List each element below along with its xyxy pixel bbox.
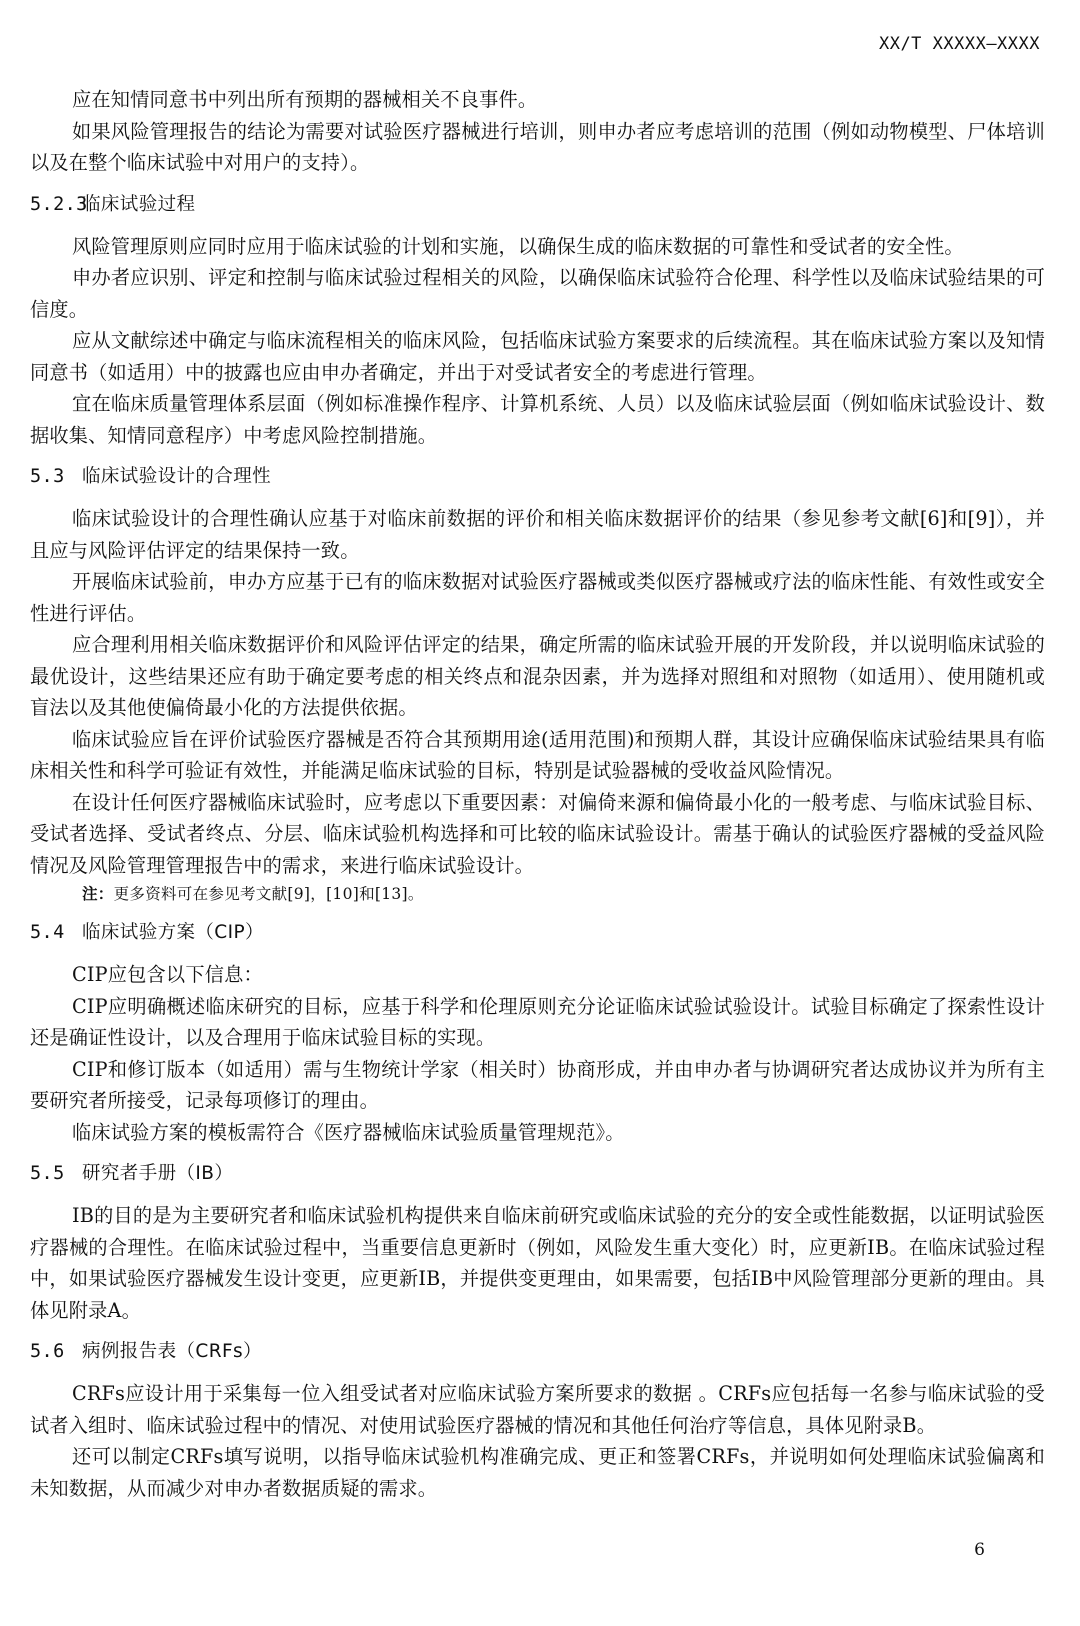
paragraph: CIP和修订版本（如适用）需与生物统计学家（相关时）协商形成，并由申办者与协调研究者达成协议并为所有主要研究者所接受，记录每项修订的理由。	[30, 1057, 1045, 1112]
paragraph: IB的目的是为主要研究者和临床试验机构提供来自临床前研究或临床试验的充分的安全或性能数据，以证明试验医疗器械的合理性。在临床试验过程中，当重要信息更新时（例如，风险发生重大变化）时，应更新IB。在临床试验过程中，如果试验医疗器械发生设计变更，应更新IB，并提供变更理由，如果需要，包括IB中风险管理部分更新的理由。具体见附录A。	[30, 1204, 1045, 1322]
section-heading-5-6	[30, 1336, 1045, 1368]
section-heading-5-4	[30, 917, 1045, 949]
paragraph: 在设计任何医疗器械临床试验时，应考虑以下重要因素：对偏倚来源和偏倚最小化的一般考虑、与临床试验目标、受试者选择、受试者终点、分层、临床试验机构选择和可比较的临床试验设计。需基于确认的试验医疗器械的受益风险情况及风险管理管理报告中的需求，来进行临床试验设计。	[30, 790, 1045, 877]
note	[82, 881, 1045, 907]
page-number: 6	[974, 1540, 985, 1560]
paragraph: 应合理利用相关临床数据评价和风险评估评定的结果，确定所需的临床试验开展的开发阶段，并以说明临床试验的最优设计，这些结果还应有助于确定要考虑的相关终点和混杂因素，并为选择对照组和对照物（如适用）、使用随机或盲法以及其他使偏倚最小化的方法提供依据。	[30, 633, 1045, 719]
paragraph: 还可以制定CRFs填写说明，以指导临床试验机构准确完成、更正和签署CRFs，并说明如何处理临床试验偏离和未知数据，从而减少对申办者数据质疑的需求。	[30, 1445, 1045, 1500]
paragraph: 临床试验应旨在评价试验医疗器械是否符合其预期用途(适用范围)和预期人群，其设计应确保临床试验结果具有临床相关性和科学可验证有效性，并能满足临床试验的目标，特别是试验器械的受收益风险情况。	[30, 727, 1045, 782]
document-code: XX/T XXXXX—XXXX	[878, 34, 1040, 54]
paragraph: CIP应明确概述临床研究的目标，应基于科学和伦理原则充分论证临床试验试验设计。试验目标确定了探索性设计还是确证性设计，以及合理用于临床试验目标的实现。	[30, 994, 1045, 1049]
section-title: 临床试验方案（CIP）	[82, 922, 264, 943]
paragraph: 临床试验方案的模板需符合《医疗器械临床试验质量管理规范》。	[72, 1120, 625, 1144]
section-title: 临床试验过程	[82, 193, 196, 215]
paragraph: 风险管理原则应同时应用于临床试验的计划和实施，以确保生成的临床数据的可靠性和受试者的安全性。	[72, 234, 964, 258]
paragraph: CIP应包含以下信息：	[72, 963, 263, 986]
paragraph: 应在知情同意书中列出所有预期的器械相关不良事件。	[72, 88, 538, 111]
note-text: 更多资料可在参见考文献[9]，[10]和[13]。	[113, 885, 424, 903]
section-title: 病例报告表（CRFs）	[82, 1341, 262, 1362]
document-body	[30, 84, 1045, 1504]
section-number: 5.2.3	[30, 193, 88, 215]
section-heading-5-5	[30, 1158, 1045, 1190]
section-number: 5.6	[30, 1341, 65, 1362]
paragraph: CRFs应设计用于采集每一位入组受试者对应临床试验方案所要求的数据 。CRFs应包括每一名参与临床试验的受试者入组时、临床试验过程中的情况、对使用试验医疗器械的情况和其他任何治疗等信息，具体见附录B。	[30, 1382, 1045, 1437]
section-number: 5.5	[30, 1163, 65, 1184]
paragraph: 申办者应识别、评定和控制与临床试验过程相关的风险，以确保临床试验符合伦理、科学性以及临床试验结果的可信度。	[30, 266, 1045, 321]
paragraph: 开展临床试验前，申办方应基于已有的临床数据对试验医疗器械或类似医疗器械或疗法的临床性能、有效性或安全性进行评估。	[30, 570, 1045, 625]
paragraph: 如果风险管理报告的结论为需要对试验医疗器械进行培训，则申办者应考虑培训的范围（例如动物模型、尸体培训以及在整个临床试验中对用户的支持）。	[30, 119, 1045, 174]
paragraph: 宜在临床质量管理体系层面（例如标准操作程序、计算机系统、人员）以及临床试验层面（例如临床试验设计、数据收集、知情同意程序）中考虑风险控制措施。	[30, 392, 1045, 447]
paragraph: 临床试验设计的合理性确认应基于对临床前数据的评价和相关临床数据评价的结果（参见参考文献[6]和[9]），并且应与风险评估评定的结果保持一致。	[30, 507, 1045, 562]
section-heading-5-3	[30, 461, 1045, 493]
paragraph: 应从文献综述中确定与临床流程相关的临床风险，包括临床试验方案要求的后续流程。其在临床试验方案以及知情同意书（如适用）中的披露也应由申办者确定，并出于对受试者安全的考虑进行管理。	[30, 329, 1045, 384]
section-number: 5.4	[30, 922, 65, 943]
note-label: 注：	[82, 884, 114, 903]
section-title: 研究者手册（IB）	[82, 1163, 234, 1184]
section-number: 5.3	[30, 466, 65, 487]
section-heading-5-2-3	[30, 189, 1045, 221]
section-title: 临床试验设计的合理性	[82, 466, 272, 487]
